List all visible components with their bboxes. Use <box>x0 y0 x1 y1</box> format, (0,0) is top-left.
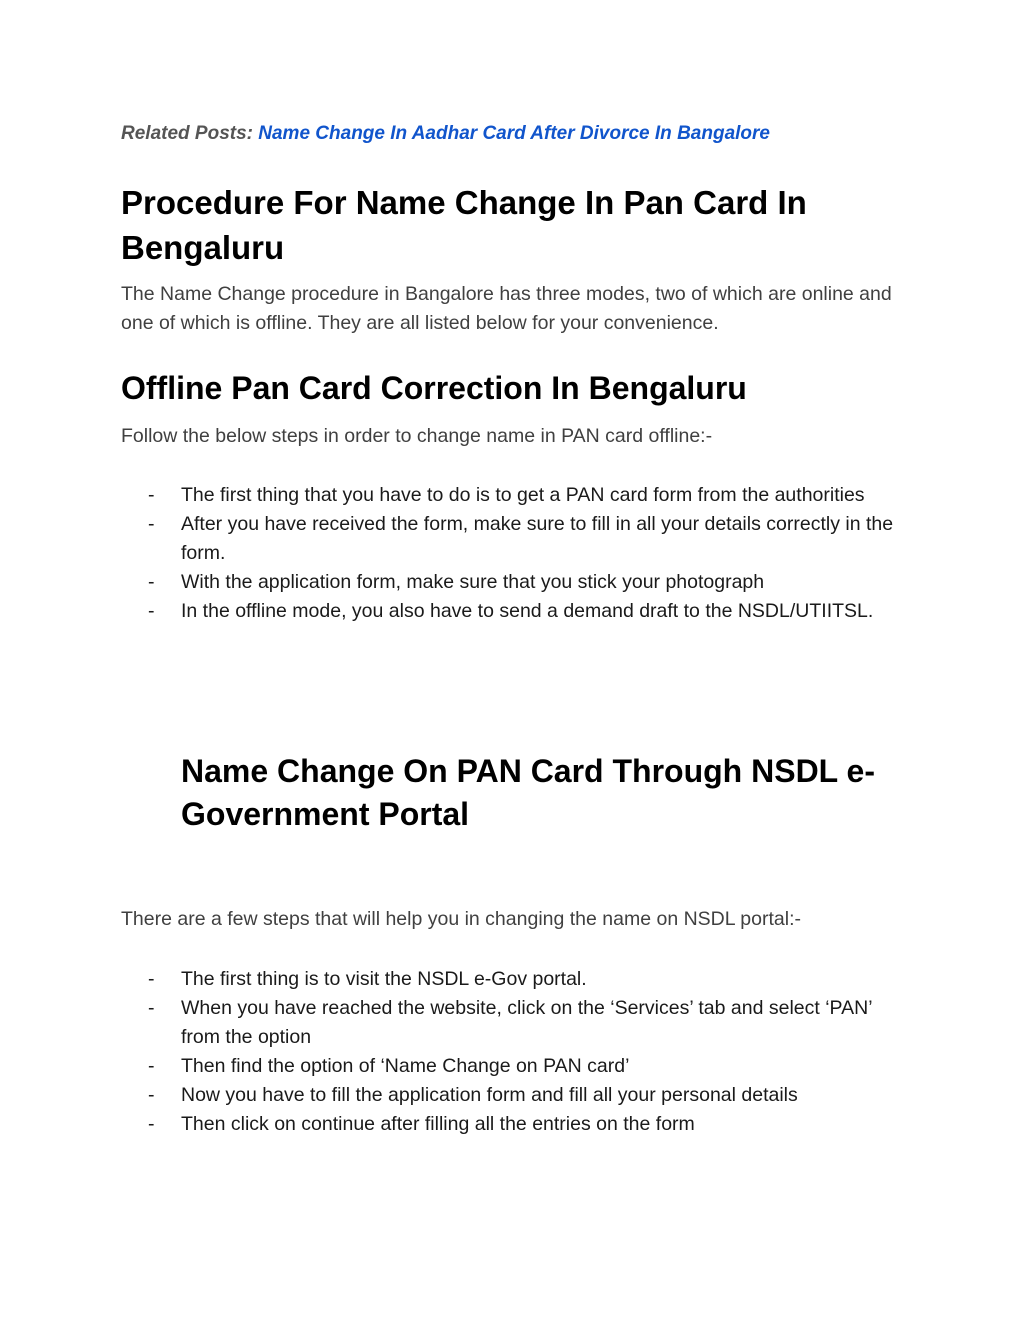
list-dash: - <box>148 1084 155 1106</box>
main-heading: Procedure For Name Change In Pan Card In Bengaluru <box>121 184 807 266</box>
nsdl-intro-paragraph: There are a few steps that will help you in changing the name on NSDL portal:- <box>121 908 801 930</box>
list-dash: - <box>148 513 155 535</box>
list-dash: - <box>148 1055 155 1077</box>
list-item-text: When you have reached the website, click on the ‘Services’ tab and select ‘PAN’ from the option <box>181 997 872 1048</box>
nsdl-steps-list <box>121 965 911 1139</box>
related-post-link[interactable]: Name Change In Aadhar Card After Divorce In Bangalore <box>258 123 770 144</box>
nsdl-heading: Name Change On PAN Card Through NSDL e-Government Portal <box>181 753 875 832</box>
offline-steps-list <box>121 481 911 626</box>
list-dash: - <box>148 997 155 1019</box>
intro-paragraph: The Name Change procedure in Bangalore has three modes, two of which are online and one of which is offline. They are all listed below for your convenience. <box>121 283 892 334</box>
list-item <box>121 568 911 597</box>
related-posts-label: Related Posts: <box>121 123 253 144</box>
list-item <box>121 994 911 1052</box>
list-item <box>121 510 911 568</box>
list-item <box>121 965 911 994</box>
related-posts <box>121 121 770 147</box>
list-item-text: The first thing is to visit the NSDL e-Gov portal. <box>181 968 587 990</box>
list-item-text: Then click on continue after filling all the entries on the form <box>181 1113 695 1135</box>
list-item <box>121 1110 911 1139</box>
list-item-text: The first thing that you have to do is to get a PAN card form from the authorities <box>181 484 865 506</box>
list-item-text: Then find the option of ‘Name Change on PAN card’ <box>181 1055 630 1077</box>
list-dash: - <box>148 571 155 593</box>
offline-heading: Offline Pan Card Correction In Bengaluru <box>121 370 747 406</box>
list-item <box>121 1081 911 1110</box>
offline-intro-paragraph: Follow the below steps in order to change name in PAN card offline:- <box>121 425 713 447</box>
list-item-text: In the offline mode, you also have to send a demand draft to the NSDL/UTIITSL. <box>181 600 874 622</box>
list-item <box>121 481 911 510</box>
list-item <box>121 1052 911 1081</box>
list-dash: - <box>148 600 155 622</box>
list-dash: - <box>148 484 155 506</box>
list-dash: - <box>148 1113 155 1135</box>
list-item-text: With the application form, make sure that you stick your photograph <box>181 571 765 593</box>
list-item <box>121 597 911 626</box>
list-item-text: After you have received the form, make sure to fill in all your details correctly in the form. <box>181 513 894 564</box>
list-dash: - <box>148 968 155 990</box>
list-item-text: Now you have to fill the application form and fill all your personal details <box>181 1084 798 1106</box>
